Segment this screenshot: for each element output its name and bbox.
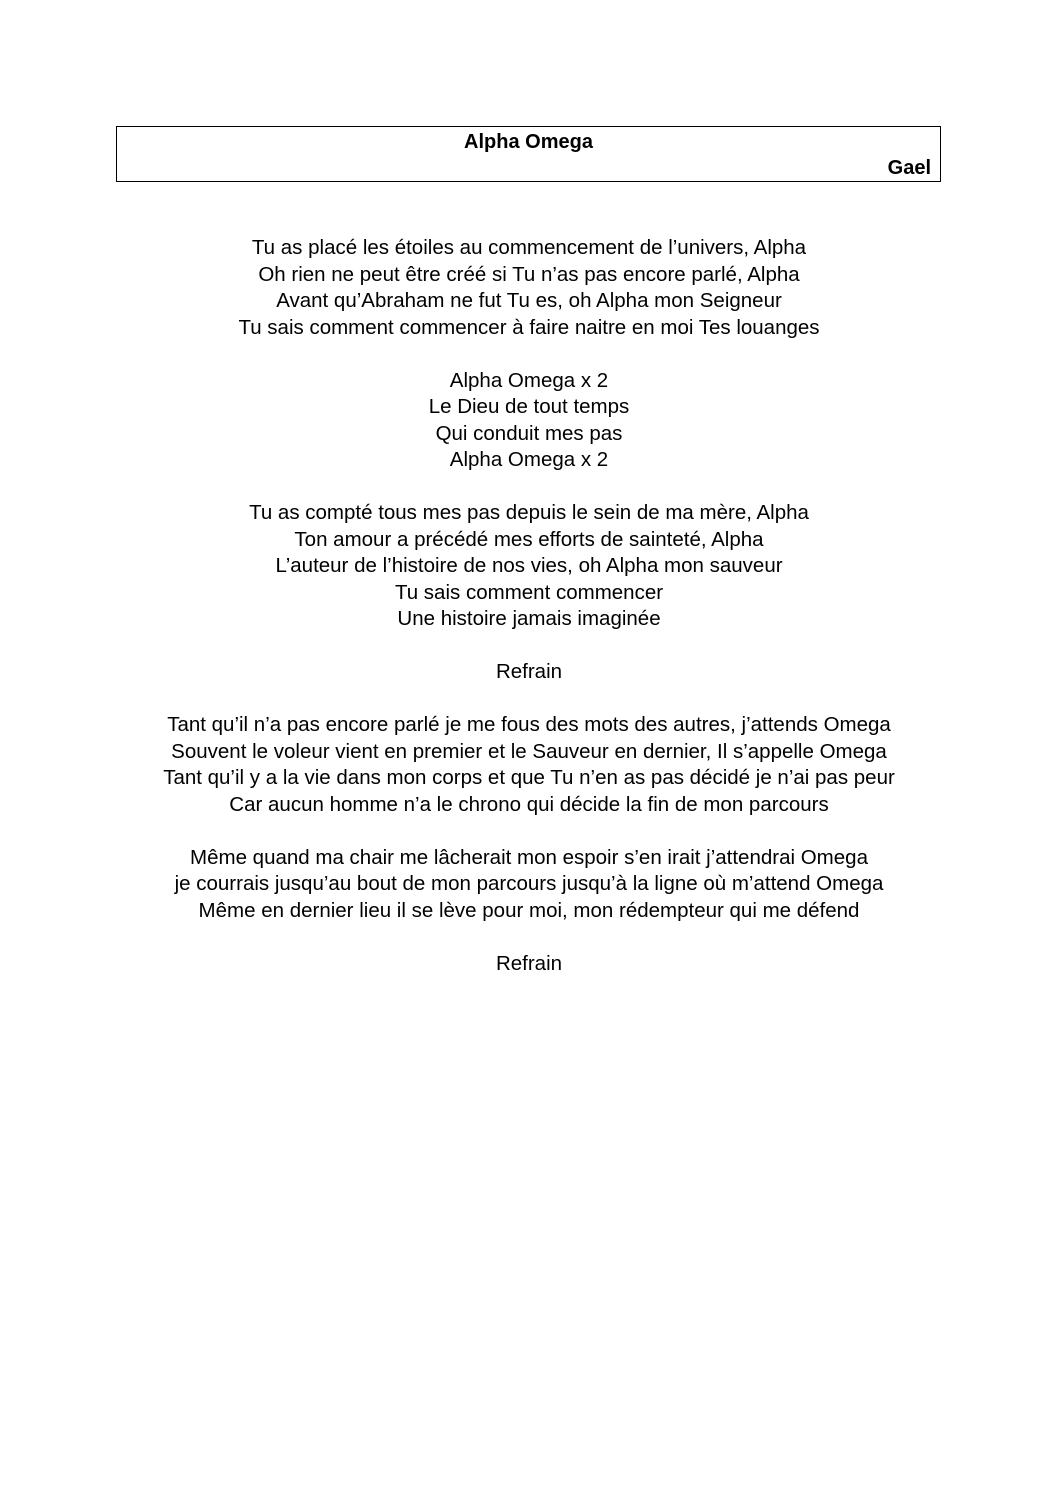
lyric-line: Tu as placé les étoiles au commencement de l’univers, Alpha	[251, 236, 807, 259]
refrain-marker-2	[0, 951, 1058, 978]
bridge-1	[0, 712, 1058, 818]
song-title: Alpha Omega	[464, 131, 593, 153]
lyric-line: Tu sais comment commencer à faire naitre en moi Tes louanges	[238, 315, 820, 339]
bridge-2	[0, 845, 1058, 925]
lyric-line: Même en dernier lieu il se lève pour moi, mon rédempteur qui me défend	[198, 898, 860, 922]
lyric-line: Même quand ma chair me lâcherait mon espoir s’en irait j’attendrai Omega	[190, 845, 868, 869]
lyric-line: Ton amour a précédé mes efforts de sainteté, Alpha	[294, 527, 764, 551]
lyric-line: Alpha Omega x 2	[449, 448, 609, 471]
lyric-line: Qui conduit mes pas	[435, 421, 623, 445]
verse-1	[0, 235, 1058, 341]
lyric-line: Refrain	[495, 951, 563, 975]
lyric-line: Tant qu’il n’a pas encore parlé je me fous des mots des autres, j’attends Omega	[167, 713, 891, 736]
refrain-marker-1	[0, 659, 1058, 686]
lyric-line: Avant qu’Abraham ne fut Tu es, oh Alpha mon Seigneur	[276, 289, 782, 312]
lyric-line: Oh rien ne peut être créé si Tu n’as pas encore parlé, Alpha	[258, 262, 800, 286]
lyric-line: Car aucun homme n’a le chrono qui décide la fin de mon parcours	[229, 792, 829, 816]
lyric-line: Tant qu’il y a la vie dans mon corps et que Tu n’en as pas décidé je n’ai pas peur	[163, 766, 895, 789]
lyric-line: Refrain	[495, 660, 563, 683]
lyric-line: L’auteur de l’histoire de nos vies, oh Alpha mon sauveur	[275, 554, 783, 577]
verse-2	[0, 500, 1058, 633]
lyrics	[0, 235, 1058, 1004]
lyric-line: Alpha Omega x 2	[449, 368, 609, 392]
chorus	[0, 368, 1058, 474]
title-box	[116, 126, 941, 182]
lyric-line: Le Dieu de tout temps	[428, 395, 630, 418]
lyric-line: Tu as compté tous mes pas depuis le sein de ma mère, Alpha	[249, 501, 809, 524]
lyric-line: Souvent le voleur vient en premier et le Sauveur en dernier, Il s’appelle Omega	[171, 739, 887, 763]
lyric-line: je courrais jusqu’au bout de mon parcours jusqu’à la ligne où m’attend Omega	[174, 872, 884, 895]
lyric-line: Une histoire jamais imaginée	[397, 607, 661, 630]
lyric-line: Tu sais comment commencer	[394, 580, 664, 604]
song-author: Gael	[887, 157, 931, 179]
